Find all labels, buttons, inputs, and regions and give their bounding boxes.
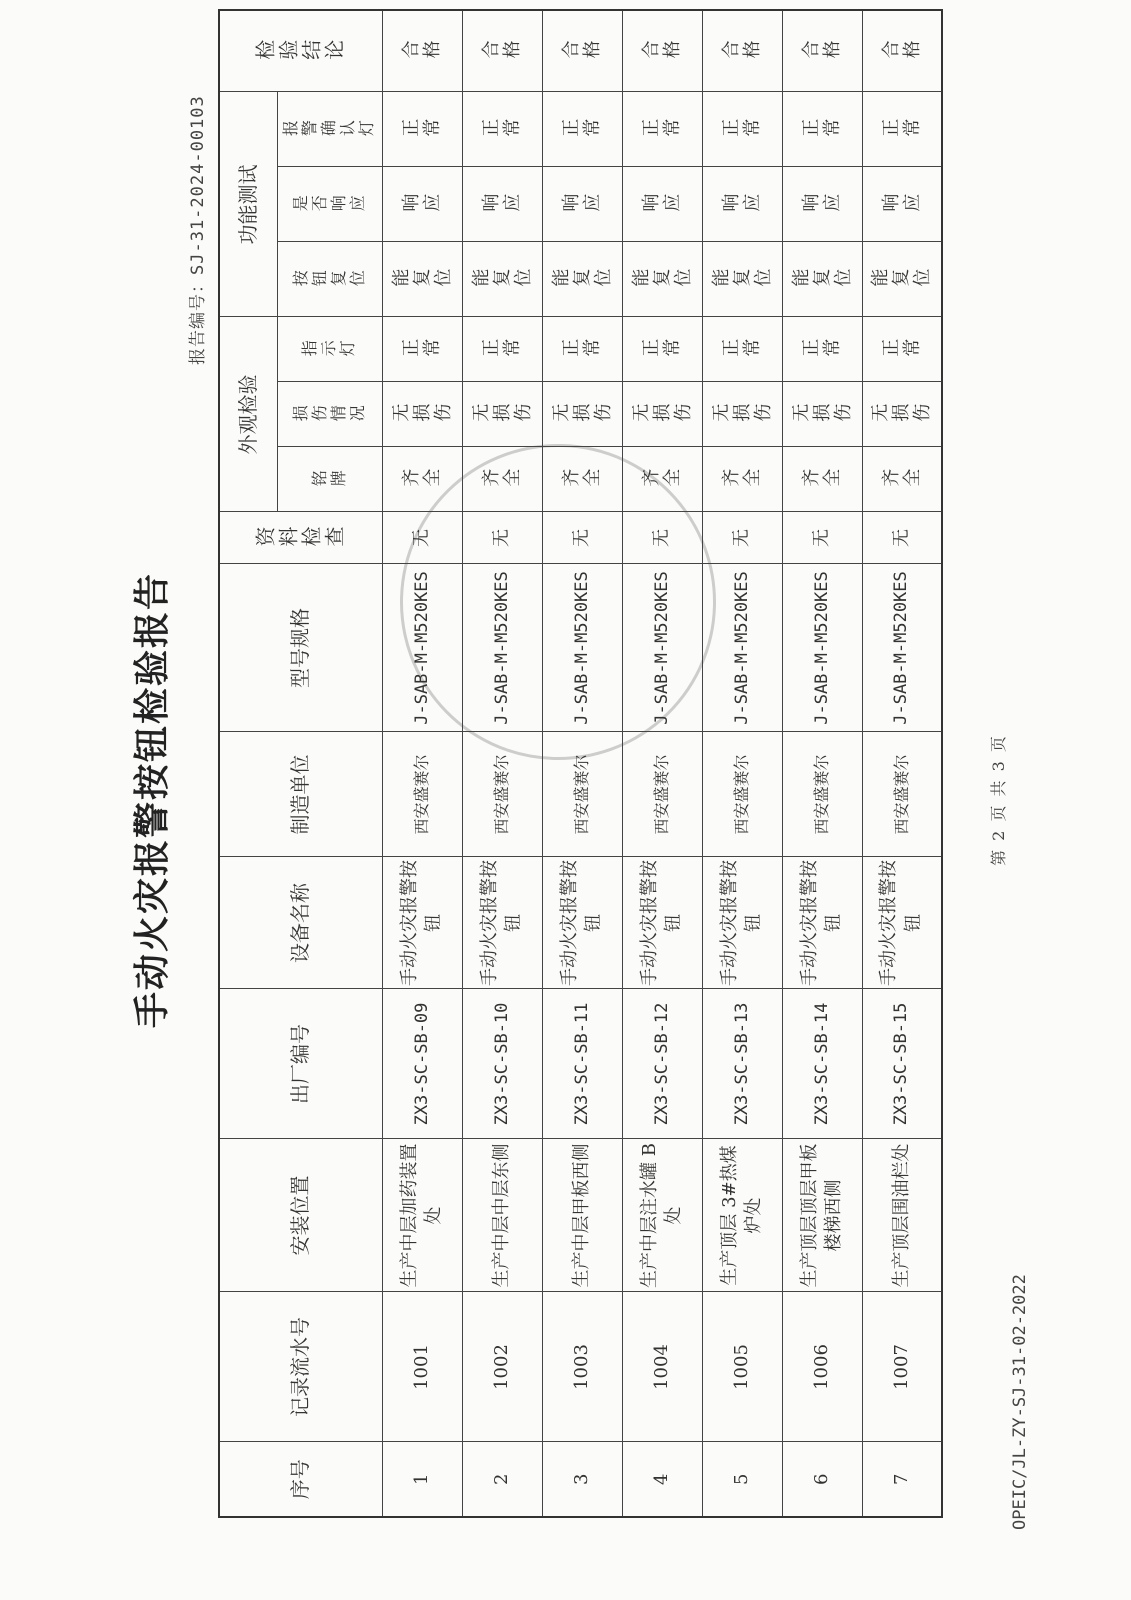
row-damage: 无损伤 xyxy=(702,382,782,447)
row-nameplate: 齐全 xyxy=(462,447,542,512)
header-location: 安装位置 xyxy=(219,1139,382,1292)
row-device-name: 手动火灾报警按钮 xyxy=(382,857,462,989)
row-seq: 5 xyxy=(702,1442,782,1517)
row-location: 生产顶层 3#热煤炉处 xyxy=(702,1139,782,1292)
row-location: 生产中层甲板西侧 xyxy=(542,1139,622,1292)
row-location: 生产中层注水罐 B 处 xyxy=(622,1139,702,1292)
row-nameplate: 齐全 xyxy=(622,447,702,512)
row-indicator: 正常 xyxy=(462,317,542,382)
row-device-name: 手动火灾报警按钮 xyxy=(622,857,702,989)
row-location: 生产中层加药装置处 xyxy=(382,1139,462,1292)
row-damage: 无损伤 xyxy=(542,382,622,447)
row-manufacturer: 西安盛赛尔 xyxy=(862,732,942,857)
row-model: J-SAB-M-M520KES xyxy=(702,564,782,732)
row-manufacturer: 西安盛赛尔 xyxy=(382,732,462,857)
row-device-name: 手动火灾报警按钮 xyxy=(702,857,782,989)
row-record-no: 1006 xyxy=(782,1292,862,1442)
row-nameplate: 齐全 xyxy=(782,447,862,512)
row-button-reset: 能复位 xyxy=(542,242,622,317)
row-seq: 4 xyxy=(622,1442,702,1517)
row-indicator: 正常 xyxy=(622,317,702,382)
row-indicator: 正常 xyxy=(542,317,622,382)
row-model: J-SAB-M-M520KES xyxy=(782,564,862,732)
table-row xyxy=(702,10,782,1517)
inspection-table xyxy=(218,9,943,1518)
row-record-no: 1004 xyxy=(622,1292,702,1442)
row-indicator: 正常 xyxy=(382,317,462,382)
row-damage: 无损伤 xyxy=(462,382,542,447)
row-device-name: 手动火灾报警按钮 xyxy=(782,857,862,989)
row-button-reset: 能复位 xyxy=(702,242,782,317)
row-seq: 3 xyxy=(542,1442,622,1517)
row-nameplate: 齐全 xyxy=(382,447,462,512)
header-button-reset: 按钮复位 xyxy=(277,242,382,317)
row-conclusion: 合格 xyxy=(382,10,462,92)
row-damage: 无损伤 xyxy=(382,382,462,447)
row-factory-no: ZX3-SC-SB-12 xyxy=(622,989,702,1139)
row-device-name: 手动火灾报警按钮 xyxy=(542,857,622,989)
row-manufacturer: 西安盛赛尔 xyxy=(542,732,622,857)
table-row xyxy=(782,10,862,1517)
report-number-value: SJ-31-2024-00103 xyxy=(188,95,208,275)
header-appearance-group: 外观检验 xyxy=(219,317,277,512)
row-device-name: 手动火灾报警按钮 xyxy=(462,857,542,989)
row-damage: 无损伤 xyxy=(862,382,942,447)
row-conclusion: 合格 xyxy=(782,10,862,92)
row-indicator: 正常 xyxy=(702,317,782,382)
row-damage: 无损伤 xyxy=(782,382,862,447)
row-seq: 6 xyxy=(782,1442,862,1517)
header-manufacturer: 制造单位 xyxy=(219,732,382,857)
report-number xyxy=(183,95,208,365)
row-record-no: 1007 xyxy=(862,1292,942,1442)
table-row xyxy=(622,10,702,1517)
header-indicator: 指示灯 xyxy=(277,317,382,382)
table-row xyxy=(462,10,542,1517)
row-seq: 1 xyxy=(382,1442,462,1517)
form-code: OPEIC/JL-ZY-SJ-31-02-2022 xyxy=(1010,1274,1030,1530)
row-factory-no: ZX3-SC-SB-10 xyxy=(462,989,542,1139)
row-response: 响应 xyxy=(382,167,462,242)
header-model: 型号规格 xyxy=(219,564,382,732)
row-response: 响应 xyxy=(782,167,862,242)
header-conclusion: 检验结论 xyxy=(219,10,382,92)
row-location: 生产中层中层东侧 xyxy=(462,1139,542,1292)
row-response: 响应 xyxy=(462,167,542,242)
row-response: 响应 xyxy=(702,167,782,242)
row-conclusion: 合格 xyxy=(862,10,942,92)
row-data-check: 无 xyxy=(622,512,702,564)
row-alarm-light: 正常 xyxy=(862,92,942,167)
header-record-no: 记录流水号 xyxy=(219,1292,382,1442)
report-number-label: 报告编号： xyxy=(188,275,208,365)
row-factory-no: ZX3-SC-SB-11 xyxy=(542,989,622,1139)
row-nameplate: 齐全 xyxy=(542,447,622,512)
row-model: J-SAB-M-M520KES xyxy=(462,564,542,732)
header-factory-no: 出厂编号 xyxy=(219,989,382,1139)
row-manufacturer: 西安盛赛尔 xyxy=(622,732,702,857)
row-location: 生产顶层顶层甲板楼梯西侧 xyxy=(782,1139,862,1292)
table-row xyxy=(542,10,622,1517)
row-button-reset: 能复位 xyxy=(622,242,702,317)
row-record-no: 1003 xyxy=(542,1292,622,1442)
row-data-check: 无 xyxy=(542,512,622,564)
row-conclusion: 合格 xyxy=(702,10,782,92)
row-data-check: 无 xyxy=(382,512,462,564)
header-seq: 序号 xyxy=(219,1442,382,1517)
header-function-group: 功能测试 xyxy=(219,92,277,317)
row-alarm-light: 正常 xyxy=(462,92,542,167)
row-model: J-SAB-M-M520KES xyxy=(542,564,622,732)
row-seq: 7 xyxy=(862,1442,942,1517)
row-location: 生产顶层围油栏处 xyxy=(862,1139,942,1292)
row-model: J-SAB-M-M520KES xyxy=(622,564,702,732)
row-data-check: 无 xyxy=(862,512,942,564)
table-row xyxy=(382,10,462,1517)
row-indicator: 正常 xyxy=(862,317,942,382)
row-factory-no: ZX3-SC-SB-09 xyxy=(382,989,462,1139)
row-device-name: 手动火灾报警按钮 xyxy=(862,857,942,989)
row-alarm-light: 正常 xyxy=(382,92,462,167)
header-nameplate: 铭牌 xyxy=(277,447,382,512)
row-conclusion: 合格 xyxy=(462,10,542,92)
row-model: J-SAB-M-M520KES xyxy=(862,564,942,732)
row-button-reset: 能复位 xyxy=(382,242,462,317)
row-alarm-light: 正常 xyxy=(782,92,862,167)
page-title: 手动火灾报警按钮检验报告 xyxy=(132,572,173,1029)
row-factory-no: ZX3-SC-SB-13 xyxy=(702,989,782,1139)
row-alarm-light: 正常 xyxy=(702,92,782,167)
row-manufacturer: 西安盛赛尔 xyxy=(702,732,782,857)
row-alarm-light: 正常 xyxy=(542,92,622,167)
table-row xyxy=(862,10,942,1517)
header-damage: 损伤情况 xyxy=(277,382,382,447)
row-alarm-light: 正常 xyxy=(622,92,702,167)
row-record-no: 1001 xyxy=(382,1292,462,1442)
row-factory-no: ZX3-SC-SB-14 xyxy=(782,989,862,1139)
row-seq: 2 xyxy=(462,1442,542,1517)
header-device-name: 设备名称 xyxy=(219,857,382,989)
row-damage: 无损伤 xyxy=(622,382,702,447)
row-conclusion: 合格 xyxy=(622,10,702,92)
row-data-check: 无 xyxy=(702,512,782,564)
row-data-check: 无 xyxy=(462,512,542,564)
row-button-reset: 能复位 xyxy=(782,242,862,317)
header-alarm-light: 报警确认灯 xyxy=(277,92,382,167)
header-data-check: 资料检查 xyxy=(219,512,382,564)
row-button-reset: 能复位 xyxy=(462,242,542,317)
row-data-check: 无 xyxy=(782,512,862,564)
row-response: 响应 xyxy=(542,167,622,242)
table-header xyxy=(219,10,382,1517)
row-manufacturer: 西安盛赛尔 xyxy=(782,732,862,857)
row-response: 响应 xyxy=(862,167,942,242)
row-indicator: 正常 xyxy=(782,317,862,382)
row-model: J-SAB-M-M520KES xyxy=(382,564,462,732)
row-record-no: 1005 xyxy=(702,1292,782,1442)
row-nameplate: 齐全 xyxy=(862,447,942,512)
table-body xyxy=(382,10,942,1517)
page-footer: 第 2 页 共 3 页 xyxy=(989,734,1008,866)
row-response: 响应 xyxy=(622,167,702,242)
header-response: 是否响应 xyxy=(277,167,382,242)
row-button-reset: 能复位 xyxy=(862,242,942,317)
row-record-no: 1002 xyxy=(462,1292,542,1442)
row-conclusion: 合格 xyxy=(542,10,622,92)
row-manufacturer: 西安盛赛尔 xyxy=(462,732,542,857)
row-factory-no: ZX3-SC-SB-15 xyxy=(862,989,942,1139)
row-nameplate: 齐全 xyxy=(702,447,782,512)
